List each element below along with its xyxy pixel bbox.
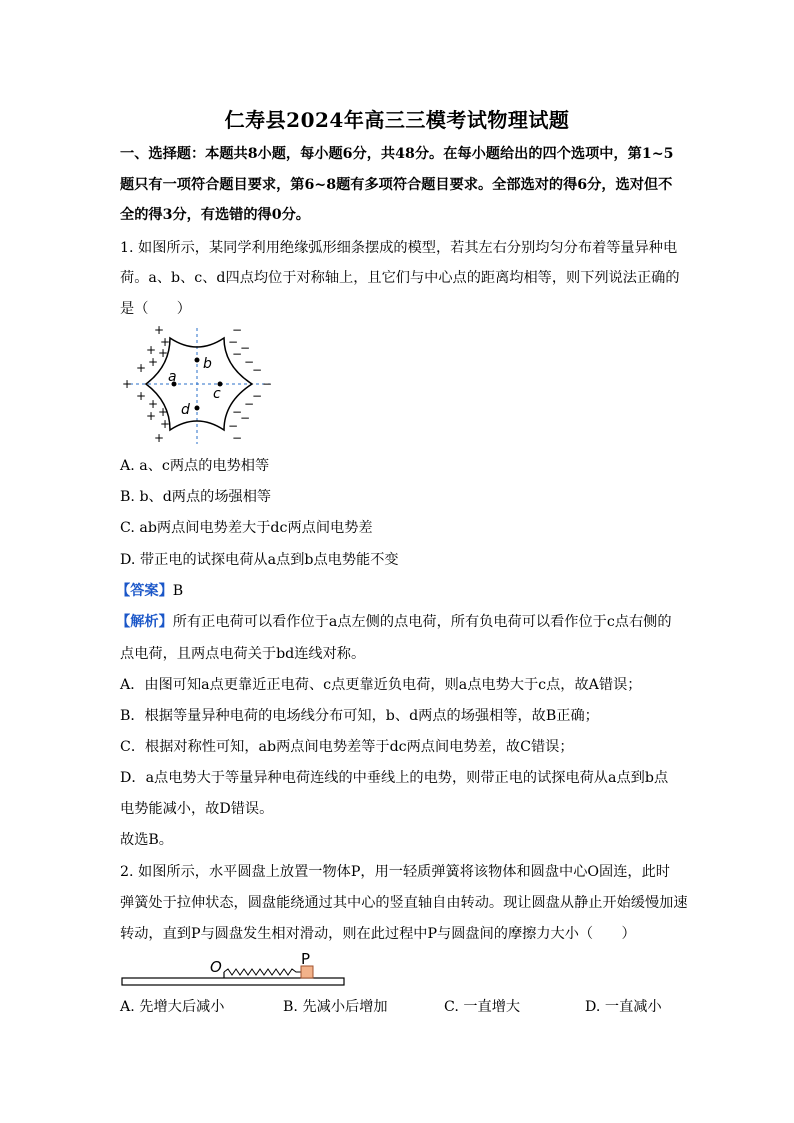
svg-text:−: −	[244, 397, 255, 411]
q1-analysis-line-4: B．根据等量异种电荷的电场线分布可知，b、d两点的场强相等，故B正确；	[120, 708, 599, 724]
q1-analysis-line-3: A．由图可知a点更靠近正电荷、c点更靠近负电荷，则a点电势大于c点，故A错误；	[120, 677, 642, 693]
section-intro-line-3: 全的得3分，有选错的得0分。	[120, 207, 310, 223]
svg-text:+: +	[136, 361, 147, 375]
q1-analysis-line-8: 故选B。	[120, 832, 173, 848]
point-d-dot	[195, 406, 200, 411]
q1-analysis-line-7: 电势能减小，故D错误。	[120, 801, 274, 817]
q1-option-d: D. 带正电的试探电荷从a点到b点电势能不变	[120, 552, 399, 568]
svg-text:+: +	[122, 377, 133, 391]
svg-text:+: +	[148, 355, 159, 369]
svg-text:+: +	[160, 335, 171, 349]
svg-text:−: −	[232, 347, 243, 361]
label-d: d	[181, 402, 190, 418]
svg-text:+: +	[146, 343, 157, 357]
label-p: P	[301, 952, 311, 968]
q2-disk-figure	[118, 952, 348, 990]
svg-text:−: −	[232, 405, 243, 419]
svg-text:−: −	[228, 419, 239, 433]
q2-stem-line-2: 弹簧处于拉伸状态，圆盘能绕通过其中心的竖直轴自由转动。现让圆盘从静止开始缓慢加速	[120, 895, 688, 911]
svg-text:−: −	[262, 377, 273, 391]
svg-text:−: −	[244, 355, 255, 369]
q1-charge-figure	[118, 322, 278, 448]
svg-text:−: −	[252, 389, 263, 403]
svg-text:−: −	[232, 323, 243, 337]
q2-option-a: A. 先增大后减小	[120, 999, 225, 1015]
svg-text:−: −	[232, 431, 243, 445]
label-c: c	[213, 386, 221, 402]
q1-option-a: A. a、c两点的电势相等	[120, 458, 270, 474]
q1-stem-line-2: 荷。a、b、c、d四点均位于对称轴上，且它们与中心点的距离均相等，则下列说法正确的	[120, 270, 680, 286]
q1-analysis-line-6: D．a点电势大于等量异种电荷连线的中垂线上的电势，则带正电的试探电荷从a点到b点	[120, 770, 669, 786]
q2-stem-line-1: 2. 如图所示，水平圆盘上放置一物体P，用一轻质弹簧将该物体和圆盘中心O固连，此时	[120, 864, 670, 880]
svg-text:+: +	[154, 431, 165, 445]
svg-text:+: +	[136, 389, 147, 403]
svg-text:+: +	[160, 417, 171, 431]
answer-tag: 【答案】	[116, 583, 173, 599]
q2-option-b: B. 先减小后增加	[283, 999, 388, 1015]
label-b: b	[203, 356, 212, 372]
q1-analysis-line-2: 点电荷，且两点电荷关于bd连线对称。	[120, 646, 366, 662]
svg-text:−: −	[240, 411, 251, 425]
q2-stem-line-3: 转动，直到P与圆盘发生相对滑动，则在此过程中P与圆盘间的摩擦力大小（ ）	[120, 926, 636, 942]
q1-analysis-line-5: C．根据对称性可知，ab两点间电势差等于dc两点间电势差，故C错误；	[120, 739, 574, 755]
q1-stem-line-1: 1. 如图所示，某同学利用绝缘弧形细条摆成的模型，若其左右分别均匀分布着等量异种电	[120, 240, 678, 256]
q2-option-d: D. 一直减小	[585, 999, 662, 1015]
svg-text:+: +	[154, 323, 165, 337]
q1-option-b: B. b、d两点的场强相等	[120, 489, 272, 505]
label-o: O	[210, 958, 222, 976]
svg-text:+: +	[158, 346, 169, 360]
spring	[224, 969, 301, 975]
section-intro-line-2: 题只有一项符合题目要求，第6~8题有多项符合题目要求。全部选对的得6分，选对但不	[120, 177, 673, 193]
analysis-line-1: 所有正电荷可以看作位于a点左侧的点电荷，所有负电荷可以看作位于c点右侧的	[172, 614, 672, 630]
label-a: a	[168, 369, 177, 385]
disk-rect	[122, 978, 344, 985]
svg-text:−: −	[252, 363, 263, 377]
svg-text:+: +	[148, 397, 159, 411]
page-title: 仁寿县2024年高三三模考试物理试题	[224, 108, 570, 132]
svg-text:+: +	[158, 405, 169, 419]
q2-option-c: C. 一直增大	[444, 999, 521, 1015]
svg-text:−: −	[228, 335, 239, 349]
analysis-tag: 【解析】	[116, 614, 173, 630]
q1-answer	[116, 583, 183, 599]
q1-stem-line-3: 是（ ）	[120, 301, 191, 317]
svg-text:−: −	[240, 341, 251, 355]
point-b-dot	[195, 358, 200, 363]
svg-text:+: +	[146, 409, 157, 423]
section-intro-line-1: 一、选择题：本题共8小题，每小题6分，共48分。在每小题给出的四个选项中，第1~5	[120, 146, 674, 162]
q1-analysis-first	[116, 614, 672, 630]
answer-value: B	[172, 583, 184, 599]
q1-option-c: C. ab两点间电势差大于dc两点间电势差	[120, 520, 373, 536]
